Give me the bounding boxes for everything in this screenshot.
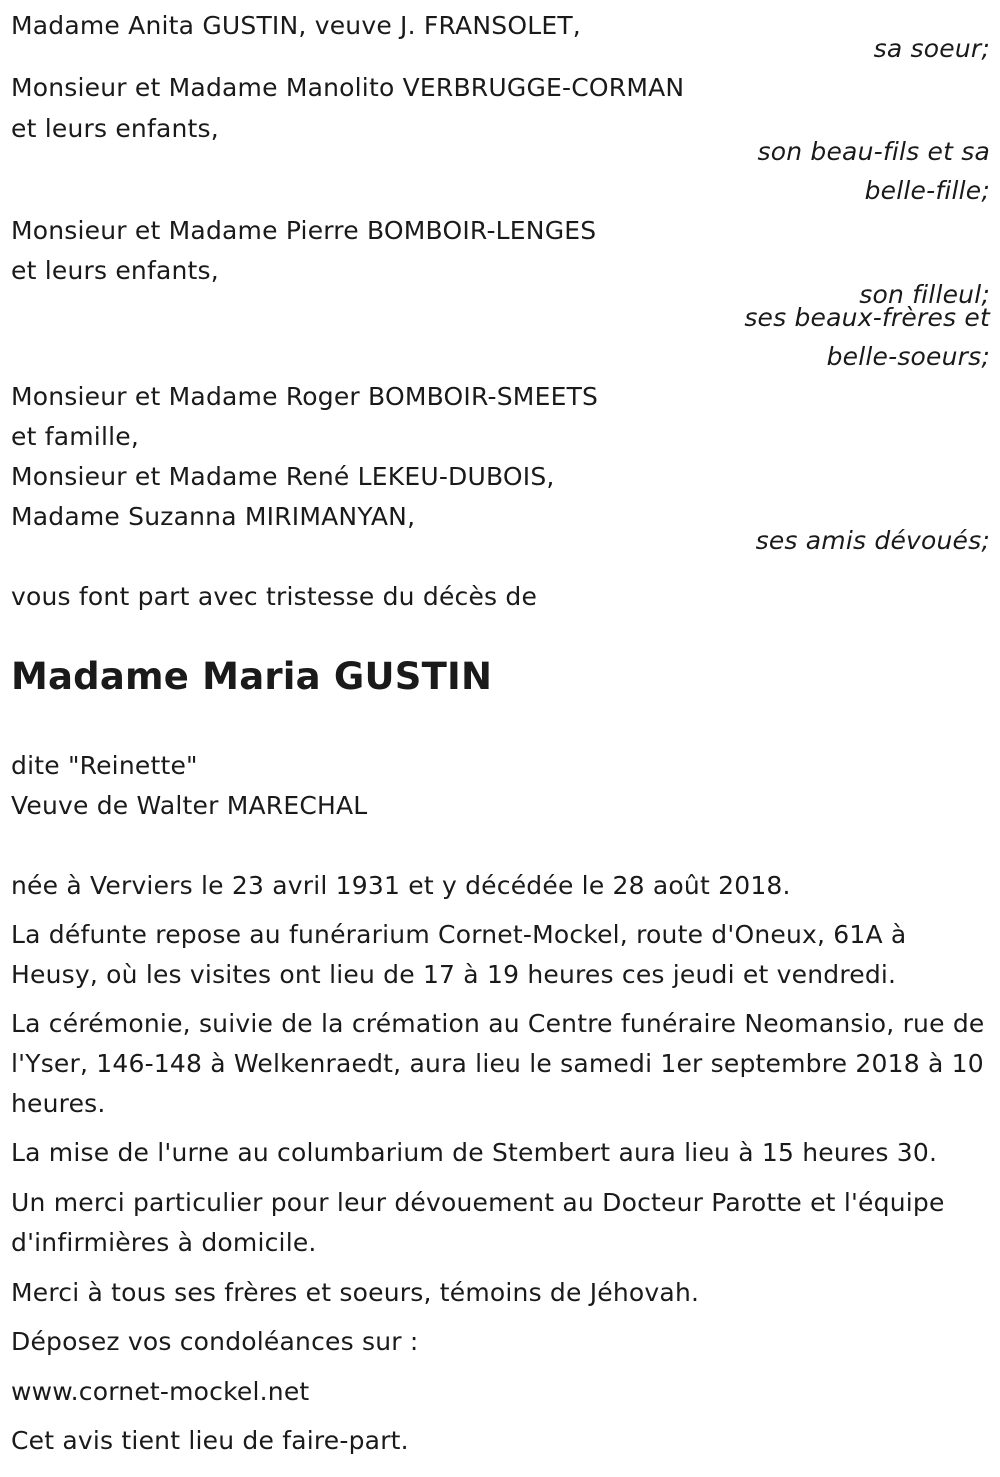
paragraph-rest: La défunte repose au funérarium Cornet-Mockel, route d'Oneux, 61A à Heusy, où les visites ont lieu de 17 à 19 heures ces jeudi et vendredi. bbox=[11, 920, 907, 989]
website-link[interactable]: www.cornet-mockel.net bbox=[11, 1377, 310, 1406]
paragraph-thanks: Un merci particulier pour leur dévouement au Docteur Parotte et l'équipe d'infirmières à domicile. bbox=[11, 1188, 945, 1257]
family-anita-relation: sa soeur; bbox=[873, 34, 990, 63]
paragraph-birth: née à Verviers le 23 avril 1931 et y décédée le 28 août 2018. bbox=[11, 871, 791, 900]
family-verbrugge-name: Monsieur et Madame Manolito VERBRUGGE-CORMAN bbox=[11, 73, 685, 102]
family-pierre-relation-3: belle-soeurs; bbox=[826, 342, 990, 371]
paragraph-notice: Cet avis tient lieu de faire-part. bbox=[11, 1426, 409, 1455]
family-roger-name: Monsieur et Madame Roger BOMBOIR-SMEETS bbox=[11, 382, 599, 411]
family-pierre-relation-2: ses beaux-frères et bbox=[744, 303, 990, 332]
family-verbrugge-relation-2: belle-fille; bbox=[864, 176, 990, 205]
family-pierre-name: Monsieur et Madame Pierre BOMBOIR-LENGES bbox=[11, 216, 597, 245]
family-suzanna-relation: ses amis dévoués; bbox=[755, 526, 990, 555]
family-verbrugge-suffix: et leurs enfants, bbox=[11, 114, 219, 143]
family-roger-suffix: et famille, bbox=[11, 422, 139, 451]
deceased-name: Madame Maria GUSTIN bbox=[11, 655, 493, 698]
paragraph-siblings: Merci à tous ses frères et soeurs, témoins de Jéhovah. bbox=[11, 1278, 700, 1307]
intro-text: vous font part avec tristesse du décès de bbox=[11, 582, 538, 611]
family-rene-name: Monsieur et Madame René LEKEU-DUBOIS, bbox=[11, 462, 555, 491]
family-pierre-relation-1: son filleul; bbox=[859, 280, 990, 309]
family-verbrugge-relation-1: son beau-fils et sa bbox=[757, 137, 990, 166]
paragraph-ceremony: La cérémonie, suivie de la crémation au Centre funéraire Neomansio, rue de l'Yser, 146-148 à Welkenraedt, aura lieu le samedi 1er septembre 2018 à 10 heures. bbox=[11, 1009, 985, 1118]
family-anita-name: Madame Anita GUSTIN, veuve J. FRANSOLET, bbox=[11, 11, 581, 40]
deceased-nickname: dite "Reinette" bbox=[11, 751, 198, 780]
family-pierre-suffix: et leurs enfants, bbox=[11, 256, 219, 285]
deceased-widow-of: Veuve de Walter MARECHAL bbox=[11, 791, 368, 820]
family-suzanna-name: Madame Suzanna MIRIMANYAN, bbox=[11, 502, 416, 531]
paragraph-urn: La mise de l'urne au columbarium de Stembert aura lieu à 15 heures 30. bbox=[11, 1138, 938, 1167]
paragraph-condolences: Déposez vos condoléances sur : bbox=[11, 1327, 419, 1356]
